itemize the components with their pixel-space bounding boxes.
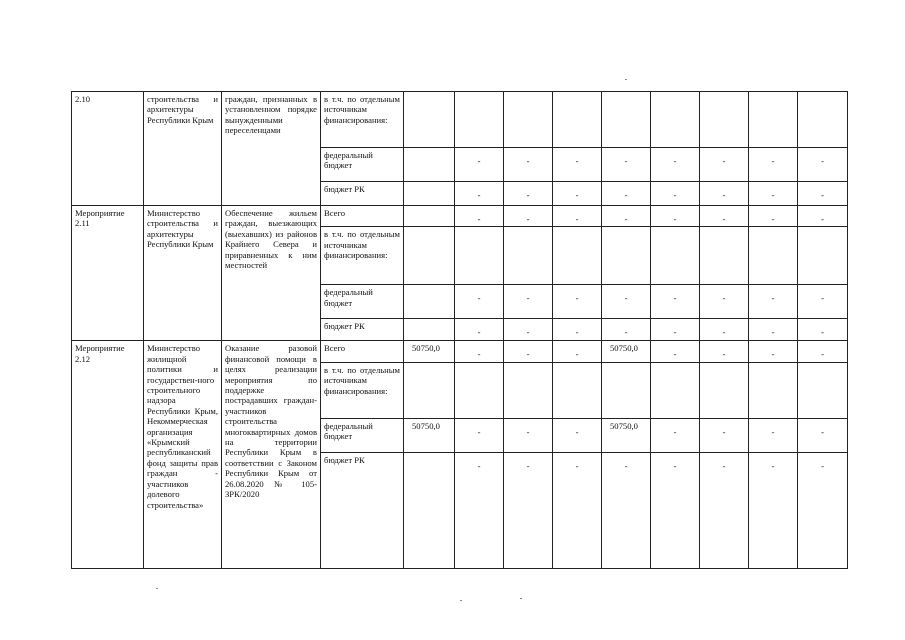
dash-value: - (526, 327, 530, 338)
activity-id: 2.10 (72, 92, 144, 206)
source-label: бюджет РК (321, 452, 404, 568)
description-cell: Оказание разовой финансовой помощи в целях реализации мероприятия по поддержке пострадавших граждан-участников строительства многоквартирных домов на территории Республики Крым в соответствии с Законом Республики Крым от 26.08.2020 № 105-ЗРК/2020 (222, 341, 321, 568)
source-label: в т.ч. по отдельным источникам финансирования: (321, 92, 404, 148)
dash-value: - (526, 293, 530, 304)
dash-value: - (526, 214, 530, 224)
source-label: Всего (321, 206, 404, 227)
dash-value: - (477, 156, 481, 166)
dash-value: - (575, 349, 579, 360)
dash-value: - (477, 426, 481, 437)
total-amount: 50750,0 (404, 418, 455, 452)
dash-value: - (673, 293, 677, 304)
dash-value: - (722, 349, 726, 360)
dash-value: - (477, 349, 481, 360)
dash-value: - (673, 190, 677, 200)
dash-value: - (673, 327, 677, 338)
executor-cell: строительства и архитектуры Республики Крым (144, 92, 222, 206)
dash-value: - (722, 214, 726, 224)
description-cell: граждан, признанных в установленном порядке вынужденными переселенцами (222, 92, 321, 206)
dash-value: - (821, 190, 824, 200)
dash-value: - (575, 293, 579, 304)
dash-value: - (821, 214, 824, 224)
executor-cell: Министерство жилищной политики и государствен-ного строительного надзора Республики Крым, Некоммерческая организация «Крымский республиканский фонд защиты прав граждан - участников долевого строительства» (144, 341, 222, 568)
dash-value: - (624, 214, 628, 224)
dash-value: - (477, 293, 481, 304)
dash-value: - (477, 214, 481, 224)
dash-value: - (575, 156, 579, 166)
total-amount: 50750,0 (404, 341, 455, 362)
dash-value: - (722, 156, 726, 166)
dash-value: - (722, 190, 726, 200)
dash-value: - (575, 214, 579, 224)
dash-value: - (821, 293, 824, 304)
dash-value: - (526, 156, 530, 166)
dash-value: - (477, 190, 481, 200)
dash-value: - (624, 293, 628, 304)
financing-table (71, 91, 848, 569)
executor-cell: Министерство строительства и архитектуры Республики Крым (144, 206, 222, 341)
dash-value: - (624, 156, 628, 166)
activity-id: Мероприятие 2.11 (72, 206, 144, 341)
table-row (72, 206, 848, 227)
table-row (72, 341, 848, 362)
dash-value: - (722, 460, 726, 471)
dash-value: - (771, 426, 775, 437)
dash-value: - (771, 460, 775, 471)
dash-value: - (624, 460, 628, 471)
source-label: бюджет РК (321, 182, 404, 206)
dash-value: - (575, 327, 579, 338)
dash-value: - (821, 460, 824, 471)
dash-value: - (673, 214, 677, 224)
scan-speck (460, 600, 462, 601)
dash-value: - (673, 349, 677, 360)
dash-value: - (526, 349, 530, 360)
dash-value: - (477, 327, 481, 338)
dash-value: - (722, 426, 726, 437)
year-amount: 50750,0 (602, 418, 651, 452)
dash-value: - (673, 426, 677, 437)
activity-id: Мероприятие 2.12 (72, 341, 144, 568)
dash-value: - (575, 190, 579, 200)
scan-speck (625, 79, 627, 80)
source-label: федеральный бюджет (321, 285, 404, 319)
dash-value: - (477, 460, 481, 471)
dash-value: - (575, 426, 579, 437)
dash-value: - (526, 190, 530, 200)
dash-value: - (771, 293, 775, 304)
dash-value: - (722, 293, 726, 304)
dash-value: - (771, 214, 775, 224)
dash-value: - (624, 327, 628, 338)
source-label: бюджет РК (321, 319, 404, 341)
dash-value: - (821, 349, 824, 360)
dash-value: - (771, 156, 775, 166)
source-label: федеральный бюджет (321, 148, 404, 182)
scan-speck (156, 588, 158, 589)
dash-value: - (575, 460, 579, 471)
source-label: Всего (321, 341, 404, 362)
description-cell: Обеспечение жильем граждан, выезжающих (выехавших) из районов Крайнего Севера и приравненных к ним местностей (222, 206, 321, 341)
dash-value: - (771, 349, 775, 360)
dash-value: - (821, 327, 824, 338)
dash-value: - (821, 426, 824, 437)
source-label: федеральный бюджет (321, 418, 404, 452)
table-row (72, 92, 848, 148)
source-label: в т.ч. по отдельным источникам финансирования: (321, 227, 404, 285)
dash-value: - (526, 426, 530, 437)
dash-value: - (673, 156, 677, 166)
dash-value: - (722, 327, 726, 338)
dash-value: - (526, 460, 530, 471)
dash-value: - (624, 190, 628, 200)
scan-speck (520, 598, 522, 599)
dash-value: - (673, 460, 677, 471)
dash-value: - (771, 190, 775, 200)
dash-value: - (771, 327, 775, 338)
year-amount: 50750,0 (602, 341, 651, 362)
source-label: в т.ч. по отдельным источникам финансирования: (321, 362, 404, 418)
dash-value: - (821, 156, 824, 166)
